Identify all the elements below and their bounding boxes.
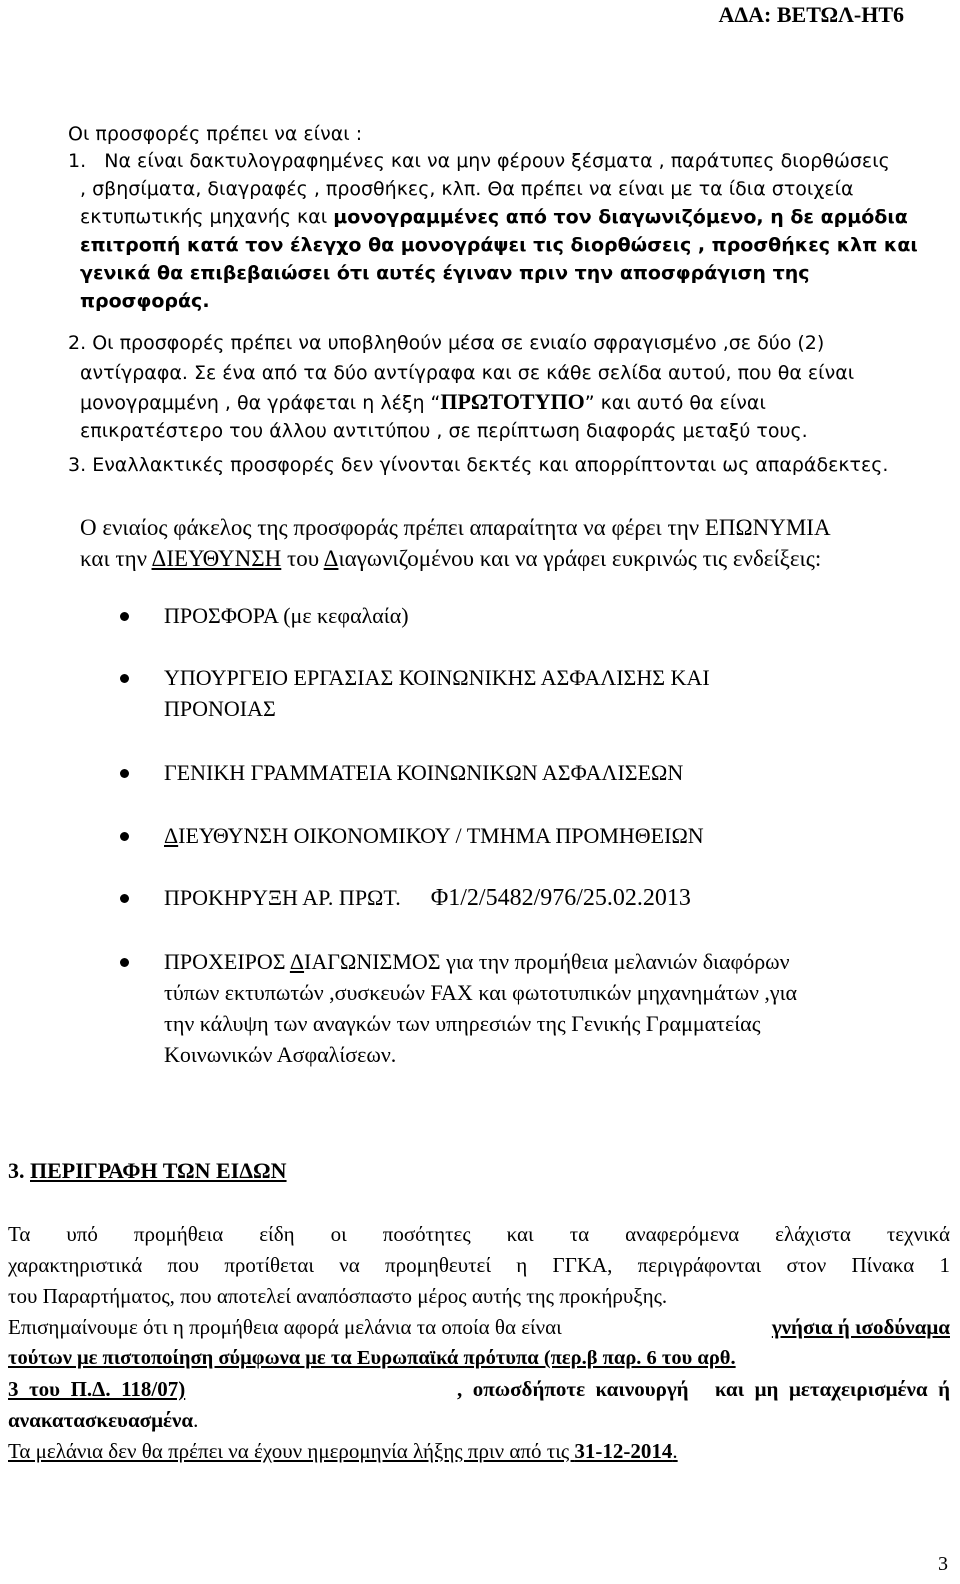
item-text-bold: μονογραμμένες από τον διαγωνιζόμενο, η δε αρμόδια — [333, 206, 908, 228]
paragraph-line-bold: τούτων με πιστοποίηση σύμφωνα με τα Ευρωπαϊκά πρότυπα (περ.β παρ. 6 του αρθ. — [8, 1347, 736, 1369]
list-item-underlined: Δ — [289, 949, 305, 974]
paragraph-text: Τα μελάνια δεν θα πρέπει να έχουν ημερομηνία λήξης πριν από τις — [8, 1439, 575, 1463]
envelope-text-underlined: ΔΙΕΥΘΥΝΣΗ — [151, 546, 282, 571]
paragraph-line — [8, 1312, 950, 1343]
item-number: 1. — [68, 150, 87, 172]
list-item-line: Κοινωνικών Ασφαλίσεων. — [164, 1042, 397, 1067]
paragraph-text-bold: γνήσια ή ισοδύναμα — [771, 1315, 950, 1339]
list-item-line: ΙΑΓΩΝΙΣΜΟΣ για την προμήθεια μελανιών διαφόρων — [304, 949, 790, 974]
item-text: Σε ένα από τα δύο αντίγραφα και σε κάθε σελίδα αυτού, που θα είναι — [187, 362, 855, 384]
paragraph-line: Τα υπό προμήθεια είδη οι ποσότητες και τα αναφερόμενα ελάχιστα τεχνικά — [8, 1222, 950, 1246]
paragraph-line: του Παραρτήματος, που αποτελεί αναπόσπαστο μέρος αυτής της προκήρυξης. — [8, 1284, 668, 1308]
bullet-icon — [120, 958, 129, 967]
envelope-text: του — [281, 546, 324, 571]
paragraph-text: Επισημαίνουμε ότι η προμήθεια αφορά μελάνια τα οποία θα είναι — [8, 1315, 562, 1339]
item-text: Εναλλακτικές προσφορές δεν γίνονται δεκτές και απορρίπτονται ως απαράδεκτες. — [92, 454, 889, 476]
page-number: 3 — [938, 1553, 948, 1575]
envelope-text-underlined: Δ — [323, 546, 339, 571]
bullet-icon — [120, 612, 129, 621]
list-item-line: ΠΡΟΝΟΙΑΣ — [164, 696, 276, 721]
item-text: επικρατέστερο του άλλου αντιτύπου , σε περίπτωση διαφοράς μεταξύ τους. — [80, 420, 808, 442]
list-item-line: τύπων εκτυπωτών ,συσκευών FAX και φωτοτυπικών μηχανημάτων ,για — [164, 980, 798, 1005]
section-3-body — [8, 1219, 950, 1467]
list-item-text — [164, 662, 894, 724]
bullet-icon — [120, 894, 129, 903]
paragraph-text-bold: 3 του Π.Δ. 118/07) — [8, 1377, 186, 1401]
item-text: μονογραμμένη , θα γράφεται η λέξη “ — [80, 392, 441, 414]
section-number: 3. — [8, 1158, 30, 1183]
item-number: 2. — [68, 332, 87, 354]
item-text: , σβησίματα, διαγραφές , προσθήκες, κλπ. Θα πρέπει να είναι με τα ίδια στοιχεία — [80, 178, 854, 200]
bullet-icon — [120, 674, 129, 683]
list-item-line: ΥΠΟΥΡΓΕΙΟ ΕΡΓΑΣΙΑΣ ΚΟΙΝΩΝΙΚΗΣ ΑΣΦΑΛΙΣΗΣ ΚΑΙ — [164, 665, 710, 690]
paragraph-text: . — [193, 1408, 199, 1432]
paragraph-text-bold: ανακατασκευασμένα — [8, 1408, 194, 1432]
expiry-date: 31-12-2014 — [574, 1439, 673, 1463]
section-heading — [8, 1158, 287, 1184]
list-item-text: ΠΡΟΣΦΟΡΑ (με κεφαλαία) — [164, 603, 409, 628]
item-number: 3. — [68, 454, 87, 476]
list-item-text: ΓΕΝΙΚΗ ΓΡΑΜΜΑΤΕΙΑ ΚΟΙΝΩΝΙΚΩΝ ΑΣΦΑΛΙΣΕΩΝ — [164, 760, 684, 785]
offers-item-3 — [68, 452, 888, 479]
envelope-line: Ο ενιαίος φάκελος της προσφοράς πρέπει απαραίτητα να φέρει την ΕΠΩΝΥΜΙΑ — [80, 515, 831, 540]
prototype-word: ΠΡΩΤΟΤΥΠΟ — [440, 389, 585, 414]
list-item-text — [164, 882, 894, 914]
paragraph-line: χαρακτηριστικά που προτίθεται να προμηθευτεί η ΓΓΚΑ, περιγράφονται στον Πίνακα 1 — [8, 1253, 950, 1277]
item-text: ” και αυτό θα είναι — [584, 392, 766, 414]
bullet-icon — [120, 769, 129, 778]
item-text: Να είναι δακτυλογραφημένες και να μην φέρουν ξέσματα , παράτυπες διορθώσεις — [104, 150, 890, 172]
item-text-bold: προσφοράς. — [80, 290, 210, 312]
envelope-text: ιαγωνιζομένου και να γράφει ευκρινώς τις ενδείξεις: — [338, 546, 822, 571]
item-text: αντίγραφα. — [80, 362, 188, 384]
list-item-line: ΠΡΟΚΗΡΥΞΗ ΑΡ. ΠΡΩΤ. — [164, 885, 401, 910]
item-text: εκτυπωτικής μηχανής και — [80, 206, 334, 228]
item-text-bold: γενικά θα επιβεβαιώσει ότι αυτές έγιναν πριν την αποσφράγιση της — [80, 262, 810, 284]
section-title: ΠΕΡΙΓΡΑΦΗ ΤΩΝ ΕΙΔΩΝ — [30, 1158, 287, 1183]
list-item-line: ΠΡΟΧΕΙΡΟΣ — [164, 949, 290, 974]
paragraph-line — [8, 1436, 950, 1467]
list-item-text — [164, 946, 894, 1070]
offers-intro: Οι προσφορές πρέπει να είναι : — [68, 123, 363, 145]
bullet-icon — [120, 832, 129, 841]
paragraph-line — [8, 1374, 950, 1405]
envelope-paragraph — [80, 512, 950, 574]
ada-code: ΑΔΑ: ΒΕΤΩΛ-ΗΤ6 — [718, 2, 904, 27]
paragraph-text: . — [672, 1439, 678, 1463]
protocol-reference: Φ1/2/5482/976/25.02.2013 — [430, 885, 691, 911]
list-item-text — [164, 820, 894, 851]
list-item-underlined: Δ — [164, 823, 179, 848]
item-text-bold: επιτροπή κατά τον έλεγχο θα μονογράψει τις διορθώσεις , προσθήκες κλπ και — [80, 234, 918, 256]
paragraph-text-bold: , οπωσδήποτε καινουργή και μη μεταχειρισμένα ή — [457, 1377, 950, 1401]
list-item-line: ΙΕΥΘΥΝΣΗ ΟΙΚΟΝΟΜΙΚΟΥ / ΤΜΗΜΑ ΠΡΟΜΗΘΕΙΩΝ — [178, 823, 704, 848]
envelope-text: και την — [80, 546, 152, 571]
list-item-line: την κάλυψη των αναγκών των υπηρεσιών της Γενικής Γραμματείας — [164, 1011, 761, 1036]
item-text: Οι προσφορές πρέπει να υποβληθούν μέσα σε ενιαίο σφραγισμένο ,σε δύο (2) — [92, 332, 825, 354]
